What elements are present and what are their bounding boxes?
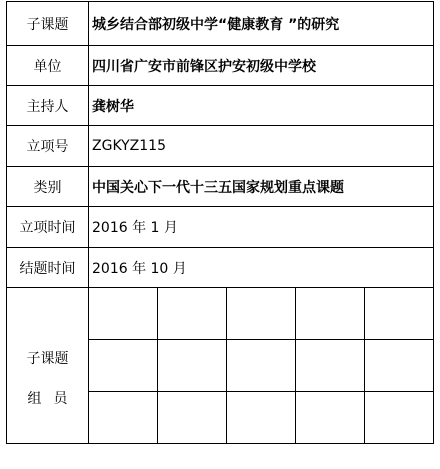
member-cell [158, 288, 227, 340]
completion-time-value: 2016 年 10 月 [89, 248, 434, 288]
table-row [7, 207, 434, 248]
category-label: 类别 [7, 167, 89, 207]
member-cell [227, 288, 296, 340]
table-row [7, 167, 434, 207]
members-label-line1: 子课题 [26, 350, 69, 367]
member-cell [295, 340, 364, 392]
host-label: 主持人 [7, 86, 89, 126]
member-cell [364, 288, 433, 340]
completion-time-label: 结题时间 [7, 248, 89, 288]
member-cell [89, 340, 158, 392]
members-grid [89, 288, 433, 443]
unit-label: 单位 [7, 46, 89, 86]
member-cell [227, 391, 296, 443]
unit-value: 四川省广安市前锋区护安初级中学校 [89, 46, 434, 86]
member-cell [364, 391, 433, 443]
member-cell [89, 288, 158, 340]
members-grid-row [89, 391, 433, 443]
members-grid-container [89, 288, 434, 444]
member-cell [158, 340, 227, 392]
members-grid-row [89, 288, 433, 340]
member-cell [295, 288, 364, 340]
member-cell [227, 340, 296, 392]
member-cell [158, 391, 227, 443]
approval-time-label: 立项时间 [7, 207, 89, 248]
project-number-value: ZGKYZ115 [89, 126, 434, 167]
members-label [7, 288, 89, 444]
table-row [7, 248, 434, 288]
member-cell [295, 391, 364, 443]
table-row [7, 86, 434, 126]
subtopic-value: 城乡结合部初级中学“健康教育 ”的研究 [89, 2, 434, 46]
members-label-line2: 组员 [27, 390, 80, 407]
project-number-label: 立项号 [7, 126, 89, 167]
project-info-table [6, 1, 434, 444]
subtopic-label: 子课题 [7, 2, 89, 46]
table-row [7, 46, 434, 86]
table-row [7, 2, 434, 46]
category-value: 中国关心下一代十三五国家规划重点课题 [89, 167, 434, 207]
host-value: 龚树华 [89, 86, 434, 126]
table-row [7, 126, 434, 167]
members-grid-row [89, 340, 433, 392]
member-cell [89, 391, 158, 443]
approval-time-value: 2016 年 1 月 [89, 207, 434, 248]
table-row [7, 288, 434, 444]
member-cell [364, 340, 433, 392]
